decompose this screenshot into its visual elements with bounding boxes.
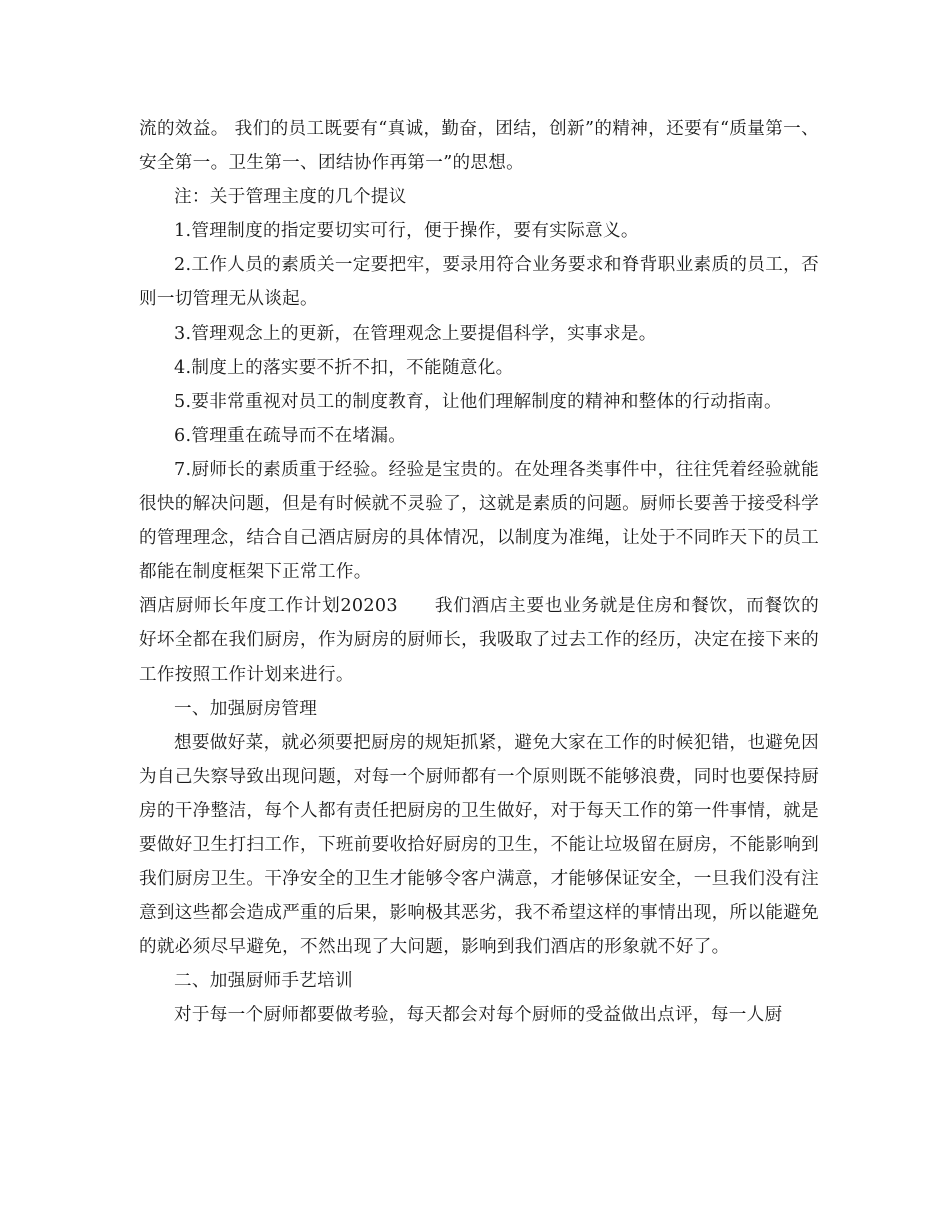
paragraph-6: 4.制度上的落实要不折不扣，不能随意化。 [174,357,514,378]
paragraph-2: 注：关于管理主度的几个提议 [174,187,407,208]
paragraph-10: 酒店厨师长年度工作计划20203 我们酒店主要也业务就是住房和餐饮，而餐饮的好坏全都在我们厨房，作为厨房的厨师长，我吸取了过去工作的经历，决定在接下来的工作按照工作计划来进行。 [139,596,819,685]
paragraph-4: 2.工作人员的素质关一定要把牢，要录用符合业务要求和脊背职业素质的员工，否则一切管理无从谈起。 [139,255,819,310]
paragraph-5: 3.管理观念上的更新，在管理观念上要提倡科学，实事求是。 [174,323,657,344]
paragraph-14: 对于每一个厨师都要做考验，每天都会对每个厨师的受益做出点评，每一人厨 [174,1005,783,1026]
paragraph-8: 6.管理重在疏导而不在堵漏。 [174,425,407,446]
document-body [139,112,819,1033]
paragraph-12: 想要做好菜，就必须要把厨房的规矩抓紧，避免大家在工作的时候犯错，也避免因为自己失察导致出现问题，对每一个厨师都有一个原则既不能够浪费，同时也要保持厨房的干净整洁，每个人都有责任把厨房的卫生做好，对于每天工作的第一件事情，就是要做好卫生打扫工作，下班前要收拾好厨房的卫生，不能让垃圾留在厨房，不能影响到我们厨房卫生。干净安全的卫生才能够令客户满意，才能够保证安全，一旦我们没有注意到这些都会造成严重的后果，影响极其恶劣，我不希望这样的事情出现，所以能避免的就必须尽早避免，不然出现了大问题，影响到我们酒店的形象就不好了。 [139,732,819,958]
paragraph-7: 5.要非常重视对员工的制度教育，让他们理解制度的精神和整体的行动指南。 [174,391,782,412]
section-heading-1: 一、加强厨房管理 [174,698,318,719]
paragraph-1: 流的效益。 我们的员工既要有“真诚，勤奋，团结，创新”的精神，还要有“质量第一、安全第一。卫生第一、团结协作再第一”的思想。 [139,119,819,174]
paragraph-3: 1.管理制度的指定要切实可行，便于操作，要有实际意义。 [174,221,639,242]
section-heading-2: 二、加强厨师手艺培训 [174,971,353,992]
paragraph-9: 7.厨师长的素质重于经验。经验是宝贵的。在处理各类事件中，往往凭着经验就能很快的解决问题，但是有时候就不灵验了，这就是素质的问题。厨师长要善于接受科学的管理理念，结合自己酒店厨房的具体情况，以制度为准绳，让处于不同昨天下的员工都能在制度框架下正常工作。 [139,459,819,583]
